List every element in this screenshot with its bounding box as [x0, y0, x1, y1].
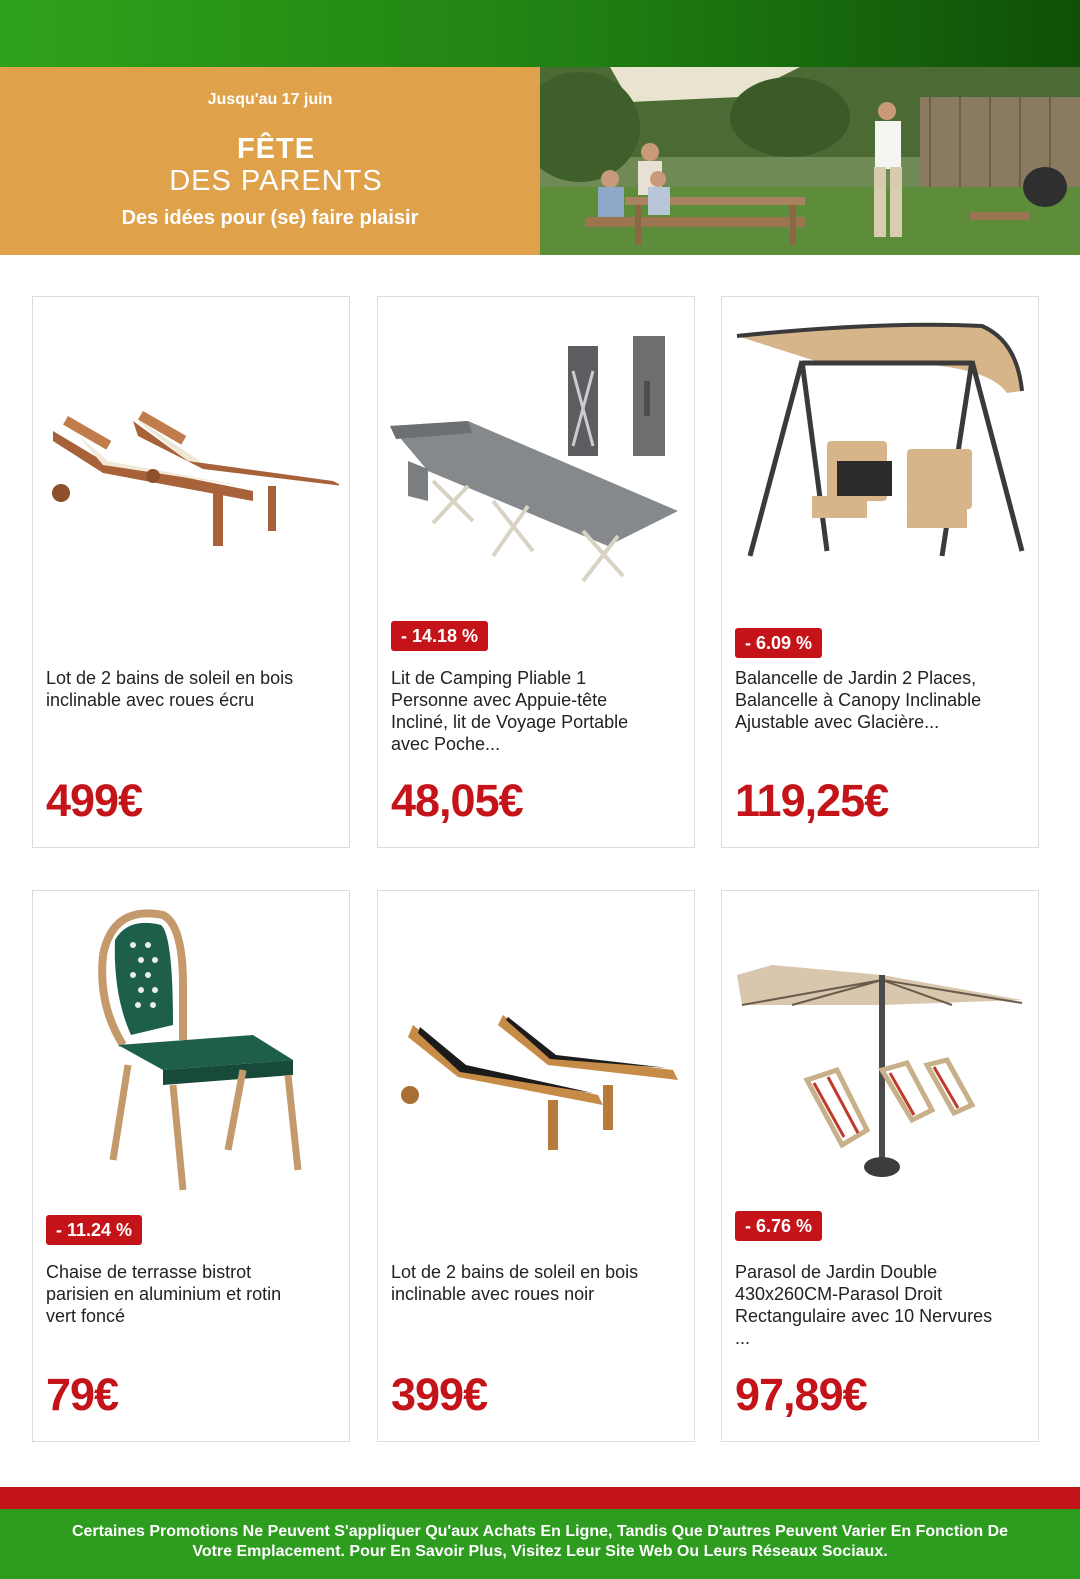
- discount-badge: - 11.24 %: [46, 1215, 142, 1245]
- camping-cot-icon: [388, 311, 684, 611]
- banner-title-line2: DES PARENTS: [169, 165, 383, 197]
- product-title[interactable]: Lit de Camping Pliable 1 Personne avec Appuie-tête Incliné, lit de Voyage Portable avec Poche...: [391, 668, 629, 754]
- discount-badge: - 6.09 %: [735, 628, 822, 658]
- product-title[interactable]: Balancelle de Jardin 2 Places, Balancelle à Canopy Inclinable Ajustable avec Glacière...: [735, 668, 982, 732]
- product-title[interactable]: Chaise de terrasse bistrot parisien en aluminium et rotin vert foncé: [46, 1262, 282, 1326]
- product-price: 119,25€: [735, 775, 889, 826]
- product-card[interactable]: [32, 296, 350, 848]
- product-title[interactable]: Parasol de Jardin Double 430x260CM-Parasol Droit Rectangulaire avec 10 Nervures ...: [735, 1262, 993, 1348]
- product-title[interactable]: Lot de 2 bains de soleil en bois inclinable avec roues écru: [46, 668, 294, 710]
- product-price: 97,89€: [735, 1369, 867, 1420]
- top-header-bar: [0, 0, 1080, 67]
- garden-swing-icon: [732, 311, 1028, 611]
- product-card[interactable]: [721, 890, 1039, 1442]
- product-card[interactable]: [377, 890, 695, 1442]
- bistro-chair-icon: [43, 905, 339, 1205]
- product-price: 399€: [391, 1369, 488, 1420]
- product-price: 48,05€: [391, 775, 523, 826]
- sun-lounger-beige-icon: [43, 311, 339, 611]
- footer-disclaimer: [0, 1509, 1080, 1579]
- discount-badge: - 14.18 %: [391, 621, 488, 651]
- product-card[interactable]: [721, 296, 1039, 848]
- product-price: 499€: [46, 775, 143, 826]
- product-card[interactable]: [377, 296, 695, 848]
- product-title[interactable]: Lot de 2 bains de soleil en bois inclinable avec roues noir: [391, 1262, 639, 1304]
- product-price: 79€: [46, 1369, 119, 1420]
- discount-badge: - 6.76 %: [735, 1211, 822, 1241]
- garden-family-photo: [540, 67, 1080, 255]
- sun-lounger-black-icon: [388, 905, 684, 1205]
- footer-red-strip: [0, 1487, 1080, 1509]
- banner-subtitle: Des idées pour (se) faire plaisir: [121, 207, 419, 229]
- banner-title: FÊTE: [236, 133, 316, 165]
- product-card[interactable]: [32, 890, 350, 1442]
- banner-text-panel: [0, 67, 540, 255]
- promo-banner[interactable]: [0, 67, 1080, 255]
- footer-text: Certaines Promotions Ne Peuvent S'appliquer Qu'aux Achats En Ligne, Tandis Que D'autres Peuvent Varier En Fonction De Votre Emplacement. Pour En Savoir Plus, Visitez Leur Site Web Ou Leurs Réseaux Sociaux.: [71, 1523, 1009, 1560]
- double-parasol-icon: [732, 905, 1028, 1205]
- banner-date: Jusqu'au 17 juin: [207, 91, 333, 108]
